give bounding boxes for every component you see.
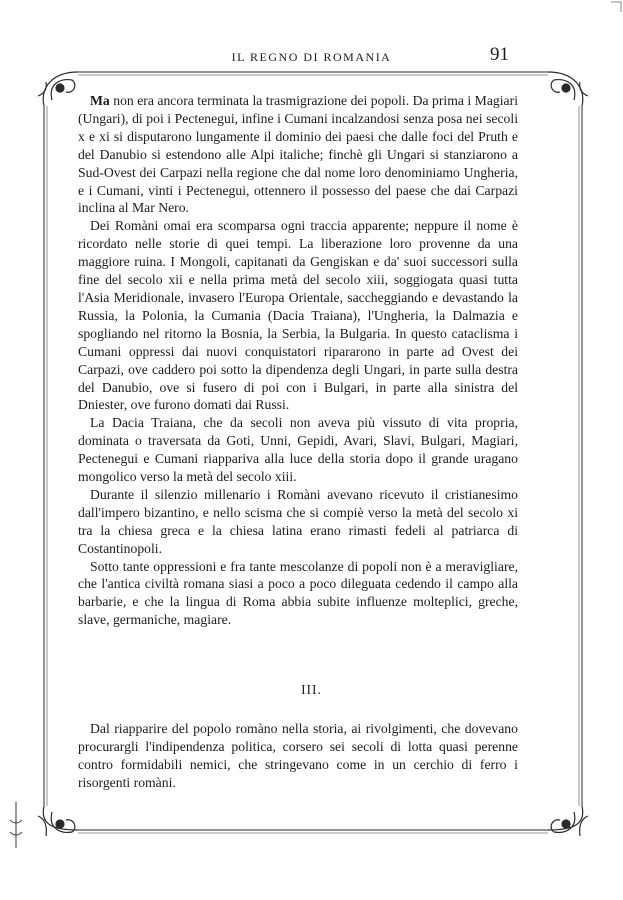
- page-number: 91: [490, 44, 509, 65]
- paragraph-1: [78, 92, 518, 217]
- main-text: [78, 92, 518, 629]
- paragraph-5: Sotto tante oppressioni e fra tante mescolanze di popoli non è a meravigliare, che l'antica civiltà romana siasi a poco a poco dileguata cedendo il campo alla barbarie, e che la lingua di Roma abbia subite influenze molteplici, greche, slave, germaniche, magiare.: [78, 558, 518, 628]
- paragraph-2: Dei Romàni omai era scomparsa ogni traccia apparente; neppure il nome è ricordato nelle storie di quei tempi. La liberazione loro provenne da una maggiore ruina. I Mongoli, capitanati da Gengiskan e da' suoi successori sulla fine del secolo xii e nella prima metà del secolo xiii, soggiogata quasi tutta l'Asia Meridionale, invasero l'Europa Orientale, saccheggiando e devastando la Russia, la Polonia, la Cumania (Dacia Traiana), l'Ungheria, la Dalmazia e spogliando nel ritorno la Bosnia, la Serbia, la Bulgaria. In questo cataclisma i Cumani oppressi dai nuovi conquistatori ripararono in parte ad Ovest dei Carpazi, ove caddero poi sotto la dipendenza degli Ungari, in parte sulla destra del Danubio, ove si fusero di poi con i Bulgari, in parte alla sinistra del Dniester, ove furono domati dai Russi.: [78, 218, 518, 413]
- running-title: IL REGNO DI ROMANIA: [231, 50, 392, 64]
- section-paragraph-1: Dal riapparire del popolo romàno nella storia, ai rivolgimenti, che dovevano procurargli l'indipendenza politica, corsero sei secoli di lotta quasi perenne contro formidabili nemici, che stringevano come in un cerchio di ferro i risorgenti romàni.: [78, 721, 518, 790]
- section-text: [78, 720, 518, 792]
- paragraph-1-lead: Ma: [90, 93, 110, 108]
- section-heading: III.: [301, 682, 322, 697]
- paragraph-4: Durante il silenzio millenario i Romàni avevano ricevuto il cristianesimo dall'impero bizantino, e nello scisma che si compiè verso la metà del secolo xi tra la chiesa greca e la chiesa latina erano rimasti fedeli al patriarca di Costantinopoli.: [78, 486, 518, 556]
- margin-scribble-icon: [6, 800, 26, 850]
- paragraph-1-text: non era ancora terminata la trasmigrazione dei popoli. Da prima i Magiari (Ungari), di poi i Pectenegui, infine i Cumani incalzandosi senza posa nei secoli x e xi si disputarono lungamente il dominio dei paesi che dalle foci del Pruth e del Danubio si estendono alle Alpi italiche; finchè gli Ungari si stanziarono a Sud-Ovest dei Carpazi nella regione che dal nome loro denominiamo Ungheria, e i Cumani, vinti i Pectenegui, ottennero il possesso del paese che dai Carpazi inclina al Mar Nero.: [78, 93, 518, 216]
- paragraph-3: La Dacia Traiana, che da secoli non aveva più vissuto di vita propria, dominata o traversata da Goti, Unni, Gepidi, Avari, Slavi, Bulgari, Magiari, Pectenegui e Cumani riappariva alla luce della storia dopo il grande uragano mongolico verso la metà del secolo xiii.: [78, 415, 518, 485]
- corner-mark-icon: [609, 0, 623, 14]
